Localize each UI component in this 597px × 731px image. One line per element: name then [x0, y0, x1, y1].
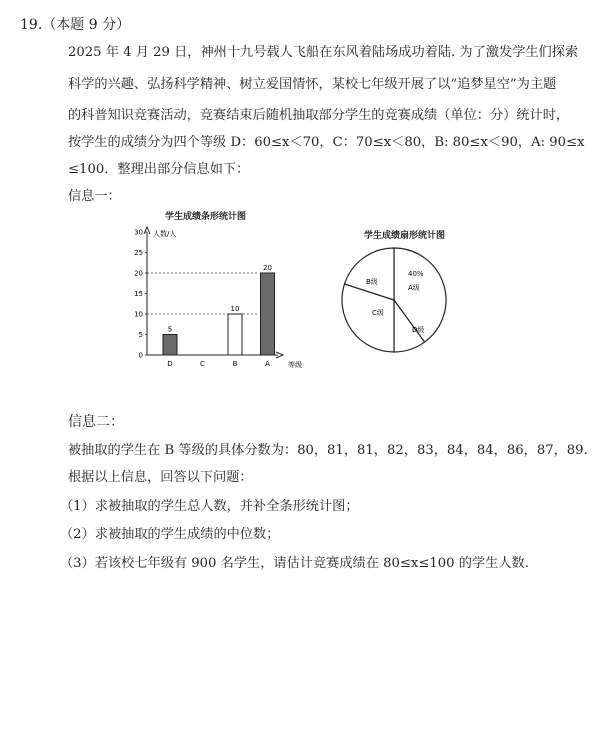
info2-text: 被抽取的学生在 B 等级的具体分数为：80，81，81，82，83，84，84，86，87，89.	[68, 443, 588, 458]
subquestion-3: （3）若该校七年级有 900 名学生，请估计竞赛成绩在 80≤x≤100 的学生人数.	[60, 556, 529, 571]
bar-value-label: 5	[167, 325, 173, 334]
pie-label-a: A级	[408, 284, 420, 292]
bar-b	[228, 314, 242, 355]
y-tick-label: 10	[134, 310, 143, 319]
bar-chart	[128, 222, 318, 374]
info2-label: 信息二：	[68, 414, 124, 430]
bar-chart-title: 学生成绩条形统计图	[165, 212, 247, 222]
pie-label-b: B级	[366, 278, 378, 286]
x-tick-label: A	[265, 360, 270, 368]
pie-chart-title: 学生成绩扇形统计图	[364, 231, 446, 241]
question-header: 19.（本题 9 分）	[20, 17, 131, 33]
bar-value-label: 10	[230, 305, 240, 313]
intro-line: 2025 年 4 月 29 日，神州十九号载人飞船在东风着陆场成功着陆. 为了激发学生们探索	[68, 45, 579, 60]
bar-d	[163, 335, 177, 356]
info1-label: 信息一：	[68, 189, 121, 204]
intro-line: 的科普知识竞赛活动，竞赛结束后随机抽取部分学生的竞赛成绩（单位：分）统计时，	[68, 108, 570, 123]
x-tick-label: D	[167, 360, 173, 368]
y-tick-label: 25	[134, 249, 143, 257]
y-tick-label: 0	[138, 351, 143, 360]
pie-label-d: D级	[412, 326, 425, 334]
y-axis-label: 人数/人	[153, 230, 177, 238]
intro-line: ≤100．整理出部分信息如下：	[68, 162, 250, 177]
y-tick-label: 5	[138, 331, 143, 339]
x-tick-label: B	[232, 360, 238, 368]
prompt-text: 根据以上信息，回答以下问题：	[68, 470, 253, 485]
y-tick-label: 20	[134, 269, 143, 278]
bar-a	[261, 273, 275, 355]
bar-value-label: 20	[263, 264, 272, 272]
pie-percent-a: 40%	[408, 270, 424, 278]
x-axis-label: 等级	[288, 361, 302, 369]
subquestion-2: （2）求被抽取的学生成绩的中位数；	[60, 527, 280, 542]
y-tick-label: 15	[134, 290, 143, 298]
intro-line: 科学的兴趣、弘扬科学精神、树立爱国情怀，某校七年级开展了以“追梦星空”为主题	[68, 77, 557, 92]
intro-line: 按学生的成绩分为四个等级 D：60≤x＜70，C：70≤x＜80，B: 80≤x＜90，A: 90≤x	[68, 135, 585, 150]
pie-chart	[334, 240, 464, 358]
pie-label-c: C级	[372, 309, 384, 317]
y-tick-label: 30	[134, 228, 143, 237]
subquestion-1: （1）求被抽取的学生总人数，并补全条形统计图；	[60, 499, 359, 514]
x-tick-label: C	[200, 360, 205, 368]
